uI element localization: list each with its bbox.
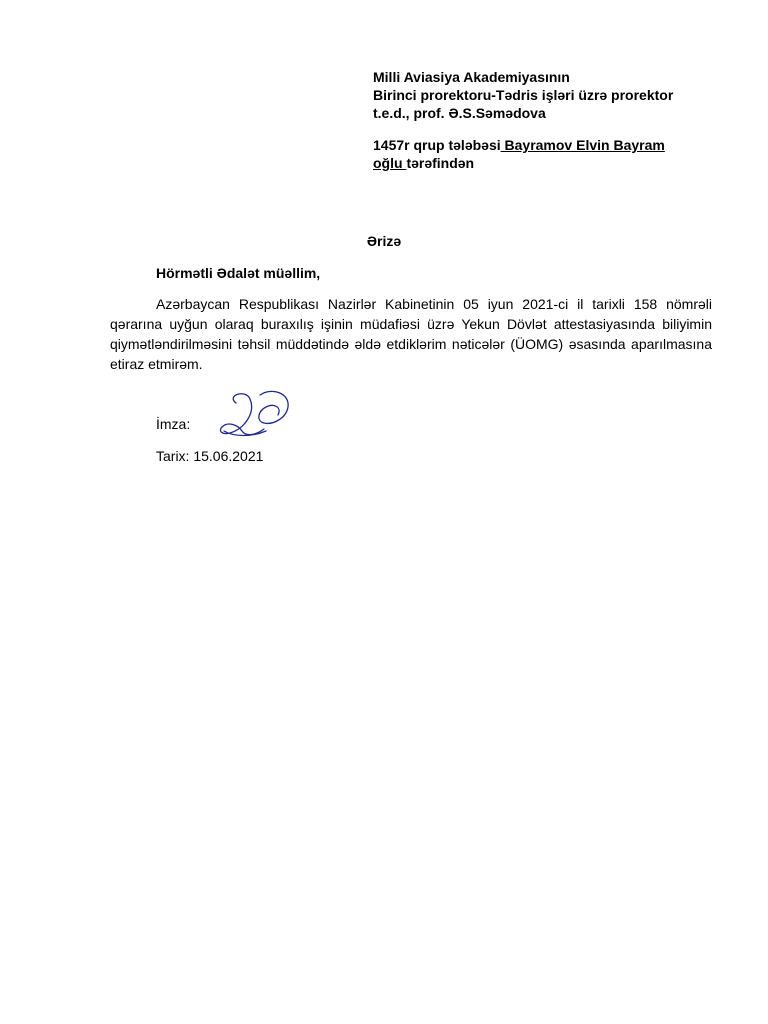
addressee-line-2: Birinci prorektoru-Tədris işləri üzrə prorektor xyxy=(373,87,674,103)
addressee-line-3: t.e.d., prof. Ə.S.Səmədova xyxy=(373,105,546,121)
sender-name-part-1: Bayramov Elvin Bayram xyxy=(500,137,665,153)
addressee-line-1: Milli Aviasiya Akademiyasının xyxy=(373,69,570,85)
signature-label: İmza: xyxy=(156,416,191,432)
document-title: Ərizə xyxy=(366,233,402,249)
handwritten-signature xyxy=(216,385,296,441)
signature-row xyxy=(156,385,356,445)
sender-block xyxy=(373,136,733,172)
date-line: Tarix: 15.06.2021 xyxy=(156,448,264,464)
addressee-block xyxy=(373,68,733,122)
sender-prefix: 1457r qrup tələbəsi xyxy=(373,137,501,153)
sender-name-part-2: oğlu xyxy=(373,155,407,171)
sender-suffix: tərəfindən xyxy=(406,155,475,171)
body-paragraph: Azərbaycan Respublikası Nazirlər Kabinetinin 05 iyun 2021-ci il tarixli 158 nömrəli qərarına uyğun olaraq buraxılış işinin müdafiəsi üzrə Yekun Dövlət attestasiyasında biliyimin qiymətləndirilməsini təhsil müddətində əldə etdiklərim nəticələr (ÜOMG) əsasında aparılmasına etiraz etmirəm. xyxy=(110,296,712,372)
salutation: Hörmətli Ədalət müəllim, xyxy=(156,265,321,281)
